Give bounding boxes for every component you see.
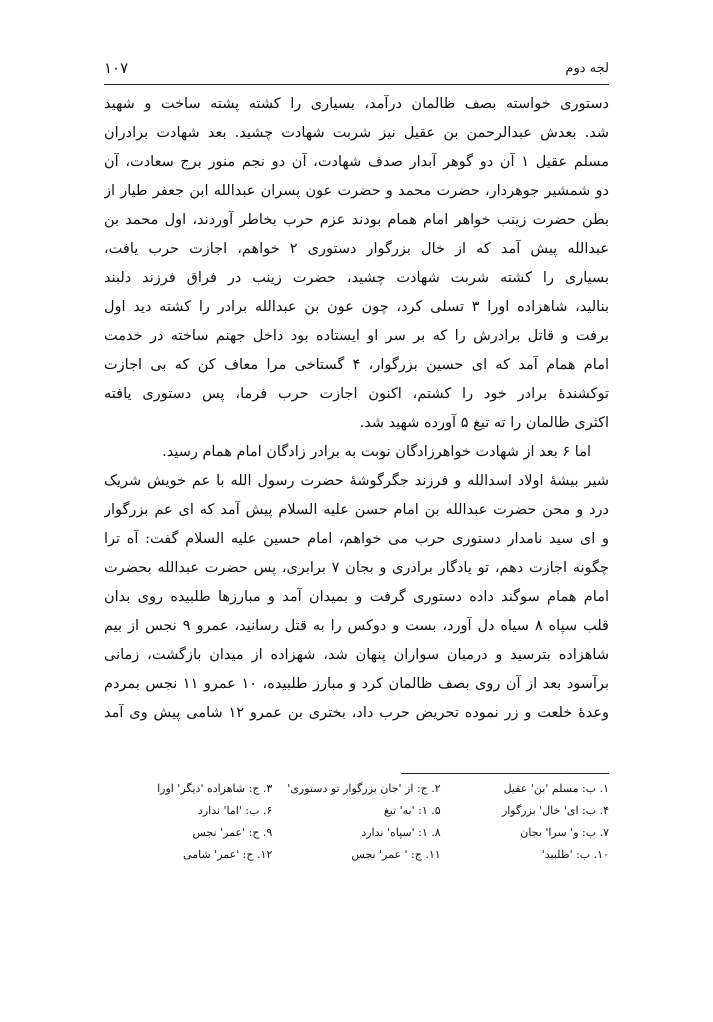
footnote: ۱۱. ج: ' عمر' نجس (351, 848, 441, 861)
footnote-row (104, 822, 609, 844)
footnote-row (104, 778, 609, 800)
footnote: ۹. ج: 'عمر' نجس (192, 826, 273, 839)
text-line: بسیاری را کشته شربت شهادت چشید، حضرت زینب در فراق فرزند دلبند (104, 270, 609, 286)
footnote: ۴. ب: ای' خال' بزرگوار (501, 804, 609, 817)
text-line: شیر بیشۀ اولاد اسدالله و فرزند جگرگوشۀ حضرت رسول الله با عم خویش شریک (104, 473, 609, 489)
footnote: ۱۲. ج: 'عمر' شامی (183, 848, 273, 861)
footnote-row (104, 800, 609, 822)
text-line: وعدۀ خلعت و زر نموده تحریض حرب داد، بختری بن عمرو ۱۲ شامی پیش وی آمد (104, 705, 609, 721)
text-line: برفت و قاتل برادرش را که بر سر او ایستاده بود داخل جهنم ساخته در خدمت (104, 328, 609, 344)
text-line: قلب سپاه ۸ سیاه دل آورد، بست و دوکس را به قتل رسانید، عمرو ۹ نجس از بیم (104, 618, 609, 634)
footnote-row (104, 844, 609, 866)
text-line: توکشندۀ برادر خود را کشتم، اکنون اجازت حرب فرما، پس دستوری یافته (104, 386, 609, 402)
text-line: دستوری خواسته بصف ظالمان درآمد، بسیاری را کشته پشته ساخت و شهید (104, 96, 609, 112)
text-line: دو شمشیر جوهردار، حضرت محمد و حضرت عون پسران عبدالله ابن جعفر طیار از (104, 183, 609, 199)
text-line: چگونه اجازت دهم، تو یادگار برادری و بجان ۷ برابری، پس حضرت عبدالله بحضرت (104, 560, 609, 576)
text-line: عبدالله پیش آمد که از خال بزرگوار دستوری ۲ خواهم، اجازت حرب یافت، (104, 241, 609, 257)
text-line: برآسود بعد از آن روی بصف ظالمان کرد و مبارز طلبیده، ۱۰ عمرو ۱۱ نجس بمردم (104, 676, 609, 692)
text-line: و ای سید نامدار دستوری حرب می خواهم، امام حسین علیه السلام گفت: آه ترا (104, 531, 609, 547)
footnote: ۳. ج: شاهزاده 'دیگر' اورا (157, 782, 273, 795)
footnote: ۵. ۱: 'به' تیغ (383, 804, 441, 817)
footnote: ۶. ب: 'اما' ندارد (197, 804, 273, 817)
page-number: ۱۰۷ (104, 59, 129, 77)
body-text (104, 90, 609, 728)
footnote: ۱. ب: مسلم 'بن' عقیل (503, 782, 609, 795)
footnote-rule (401, 773, 609, 774)
text-line: شاهزاده بترسید و درمیان سواران پنهان شد، شهزاده از میدان بازگشت، زمانی (104, 647, 609, 663)
text-line: درد و محن حضرت عبدالله بن امام حسن علیه السلام پیش آمد که ای عم بزرگوار (104, 502, 609, 518)
footnote: ۸. ۱: 'سپاه' ندارد (361, 826, 441, 839)
page-header (104, 56, 609, 80)
text-line: اکثری ظالمان را ته تیغ ۵ آورده شهید شد. (359, 415, 609, 431)
text-line: امام همام سوگند داده دستوری گرفت و بمیدان آمد و مبارزها طلبیده روی بدان (104, 589, 609, 605)
header-rule (104, 84, 609, 85)
text-line: امام همام آمد که ای حسین بزرگوار، ۴ گستاخی مرا معاف کن که بی اجازت (104, 357, 609, 373)
text-line: مسلم عقیل ۱ آن دو گوهر آبدار صدف شهادت، آن دو نجم منور برج سعادت، آن (104, 154, 609, 170)
chapter-title: لجه دوم (565, 60, 609, 76)
text-line: اما ۶ بعد از شهادت خواهرزادگان نوبت به برادر زادگان امام همام رسید. (162, 444, 591, 460)
footnote: ۷. ب: و' سرا' بجان (520, 826, 609, 839)
footnote: ۲. ج: از 'جان بزرگوار تو دستوری' (287, 782, 441, 795)
footnote: ۱۰. ب: 'طلبید' (541, 848, 609, 861)
text-line: بطن حضرت زینب خواهر امام همام بودند عزم حرب بخاطر آوردند، اول محمد بن (104, 212, 609, 228)
footnotes (104, 778, 609, 866)
text-line: بنالید، شاهزاده اورا ۳ تسلی کرد، چون عون بن عبدالله برادر را کشته دید اول (104, 299, 609, 315)
text-line: شد. بعدش عبدالرحمن بن عقیل نیز شربت شهادت چشید. بعد شهادت برادران (104, 125, 609, 141)
